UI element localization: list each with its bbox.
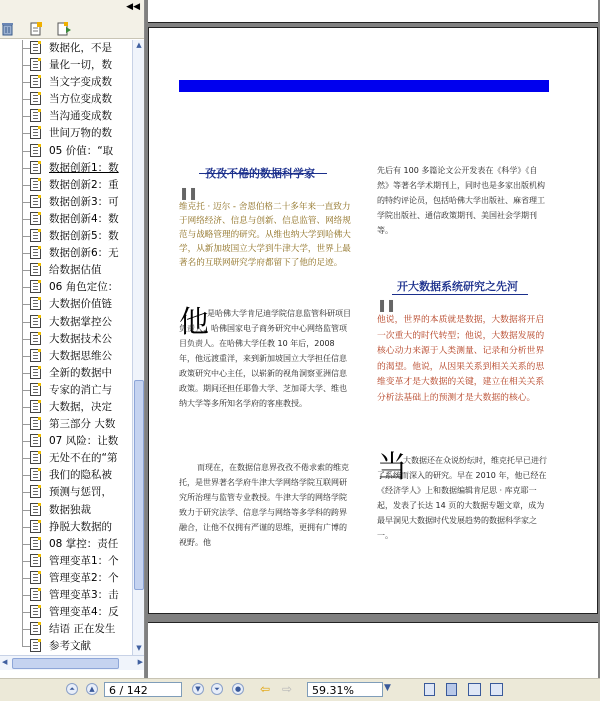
page-icon [30, 144, 41, 157]
scroll-down-icon[interactable]: ▼ [136, 644, 142, 652]
body-paragraph-right-2: 大数据还在众说纷纭时，维克托早已进行了系统而深入的研究。早在 2010 年，他已经在《经济学人》上和数据编辑肯尼思 · 库克耶一起，发表了长达 14 页的大数据专题文章，成为最早洞见大数据时代发展趋势的数据科学家之一。 [377, 456, 547, 540]
bookmark-label: 挣脱大数据的 [49, 520, 112, 533]
bookmark-item[interactable] [0, 296, 132, 313]
bookmark-horizontal-scrollbar[interactable] [0, 655, 145, 670]
bookmark-item[interactable] [0, 177, 132, 194]
bookmark-item[interactable] [0, 245, 132, 262]
bookmark-item[interactable] [0, 211, 132, 228]
bookmark-item[interactable] [0, 108, 132, 125]
page-icon [30, 58, 41, 71]
section-heading-left: 孜孜不倦的数据科学家 [205, 167, 315, 180]
forward-arrow-icon[interactable]: ⇨ [282, 682, 293, 696]
bookmark-item[interactable] [0, 553, 132, 570]
bookmark-vertical-scrollbar[interactable] [132, 40, 145, 655]
bookmark-label: 结语 正在发生 [49, 623, 116, 636]
page-icon [30, 212, 41, 225]
page-icon [30, 349, 41, 362]
bookmark-item[interactable] [0, 621, 132, 638]
scroll-right-icon[interactable]: ▶ [137, 658, 143, 666]
bookmark-label: 数据创新2：重 [49, 178, 119, 191]
bookmark-item[interactable] [0, 91, 132, 108]
page-icon [30, 246, 41, 259]
bookmark-item-selected[interactable] [0, 160, 132, 177]
bookmark-label: 当方位变成数 [49, 93, 112, 106]
header-bar [179, 80, 549, 92]
bookmark-item[interactable] [0, 536, 132, 553]
section-heading-right: 开大数据系统研究之先河 [397, 280, 518, 293]
navigation-bar [0, 678, 600, 701]
page-icon [30, 451, 41, 464]
bookmark-label: 管理变革3：击 [49, 589, 119, 601]
bookmark-label: 大数据掌控公 [49, 315, 112, 328]
previous-page [148, 0, 598, 23]
bookmark-item[interactable] [0, 484, 132, 501]
page-icon [30, 297, 41, 310]
zoom-input[interactable]: 59.31% [307, 682, 383, 697]
continuous-view-icon[interactable] [446, 683, 457, 696]
bookmark-label: 大数据思维公 [49, 349, 112, 362]
document-view[interactable] [145, 0, 600, 678]
page-icon [30, 366, 41, 379]
page-icon [30, 639, 41, 652]
bookmark-label: 管理变革2：个 [49, 571, 119, 584]
page-icon [30, 161, 41, 174]
first-page-icon[interactable]: ⏶ [66, 683, 78, 695]
last-page-icon[interactable]: ⏷ [211, 683, 223, 695]
bookmark-item[interactable] [0, 519, 132, 536]
bookmark-item[interactable] [0, 279, 132, 296]
page-icon [30, 537, 41, 550]
bookmark-label: 管理变革4：反 [49, 606, 119, 619]
body-paragraph-left-2: 而现在，在数据信息界孜孜不倦求索的维克托，是世界著名学府牛津大学网络学院互联网研究所治理与监管专业教授。牛津大学的网络学院致力于研究法学、信息学与网络等多学科的跨界融合，让他不仅拥有严谨的思维，更拥有广博的视野。他 [179, 463, 349, 547]
bookmark-label: 数据创新3：可 [49, 195, 119, 208]
new-bookmark-icon[interactable] [28, 22, 44, 36]
bookmark-label: 量化一切，数 [49, 59, 112, 72]
dropcap-left: 他 [179, 305, 209, 340]
bookmark-label: 08 掌控：责任 [49, 537, 119, 550]
facing-view-icon[interactable] [468, 683, 481, 696]
bookmark-label: 07 风险：让数 [49, 435, 119, 448]
scroll-left-icon[interactable]: ◀ [2, 658, 8, 666]
bookmark-item[interactable] [0, 604, 132, 621]
bookmark-item[interactable] [0, 331, 132, 348]
page-icon [30, 92, 41, 105]
bookmark-item[interactable] [0, 40, 132, 57]
bookmark-item[interactable] [0, 57, 132, 74]
page-icon [30, 622, 41, 635]
page-icon [30, 554, 41, 567]
body-paragraph-left-1: 是哈佛大学肯尼迪学院信息监管科研项目负责人，哈佛国家电子商务研究中心网络监管项目负责人。在哈佛大学任教 10 年后，2008 年，他远渡重洋，来到新加坡国立大学担任信息政策研究中心主任，以崭新的视角洞察亚洲信息政策。期间还担任耶鲁大学、芝加哥大学、维也纳大学等多所知名学府的客座教授。 [179, 309, 351, 408]
bookmark-label: 预测与惩罚， [49, 486, 112, 499]
next-page-icon[interactable]: ▼ [192, 683, 204, 695]
page-icon [30, 195, 41, 208]
bookmark-label: 数据创新5：数 [49, 230, 119, 243]
page-icon [30, 434, 41, 447]
bookmark-item[interactable] [0, 416, 132, 433]
page-icon [30, 485, 41, 498]
bookmark-item[interactable] [0, 382, 132, 399]
quote-mark-icon: ❚❚ [377, 298, 396, 312]
bookmark-label: 全新的数据中 [49, 366, 112, 379]
bookmark-label: 数据创新1：数 [49, 161, 119, 174]
bookmark-label: 参考文献 [49, 640, 91, 653]
bookmark-label: 当文字变成数 [49, 76, 112, 89]
scroll-thumb[interactable] [134, 380, 144, 590]
bookmark-item[interactable] [0, 587, 132, 604]
back-arrow-icon[interactable]: ⇦ [260, 682, 271, 696]
bookmark-item[interactable] [0, 74, 132, 91]
bookmark-label: 数据创新6：无 [49, 247, 119, 260]
page-icon [30, 468, 41, 481]
page-icon [30, 41, 41, 54]
page-icon [30, 126, 41, 139]
bookmark-item[interactable] [0, 638, 132, 655]
page-number-input[interactable]: 6 / 142 [104, 682, 182, 697]
bookmark-label: 给数据估值 [49, 264, 102, 277]
double-left-arrow-icon[interactable]: ◀◀ [126, 2, 140, 12]
bookmark-item[interactable] [0, 228, 132, 245]
page-icon [30, 588, 41, 601]
bookmark-item[interactable] [0, 194, 132, 211]
page-icon [30, 109, 41, 122]
current-page [148, 27, 598, 614]
page-icon [30, 229, 41, 242]
bookmark-item[interactable] [0, 570, 132, 587]
bookmark-item[interactable] [0, 467, 132, 484]
bookmark-label: 大数据技术公 [49, 332, 112, 345]
chevron-down-icon[interactable]: ▼ [384, 683, 391, 693]
page-icon [30, 383, 41, 396]
bookmark-item[interactable] [0, 399, 132, 416]
bookmark-label: 管理变革1：个 [49, 554, 119, 567]
bookmark-label: 无处不在的“第 [49, 452, 118, 465]
page-icon [30, 178, 41, 191]
bookmark-label: 专家的消亡与 [49, 383, 112, 396]
bookmark-item[interactable] [0, 348, 132, 365]
page-icon [30, 417, 41, 430]
page-icon [30, 605, 41, 618]
bookmark-label: 数据独裁 [49, 503, 91, 516]
go-icon[interactable]: ● [232, 683, 244, 695]
expand-bookmark-icon[interactable] [56, 22, 72, 36]
page-icon [30, 571, 41, 584]
bookmark-label: 世间万物的数 [49, 127, 112, 140]
bookmark-item[interactable] [0, 314, 132, 331]
quote-mark-icon: ❚❚ [179, 186, 198, 200]
delete-bookmark-icon[interactable] [0, 22, 16, 36]
next-page [148, 622, 598, 678]
bookmark-item[interactable] [0, 125, 132, 142]
bookmark-label: 05 价值：“取 [49, 144, 114, 157]
bookmark-label: 数据化，不是 [49, 42, 112, 54]
bookmark-label: 第三部分 大数 [49, 418, 116, 431]
page-icon [30, 315, 41, 328]
bookmark-item[interactable] [0, 450, 132, 467]
dropcap-right: 当 [377, 450, 407, 485]
bookmark-label: 大数据，决定 [49, 400, 112, 413]
page-icon [30, 263, 41, 276]
quote-paragraph-right: 他说，世界的本质就是数据，大数据将开启一次重大的时代转型；他说，大数据发展的核心动力来源于人类测量、记录和分析世界的渴望。他说，从因果关系到相关关系的思维变革才是大数据的关键，建立在相关关系分析法基础上的预测才是大数据的核心。 [377, 315, 545, 403]
page-icon [30, 332, 41, 345]
bookmark-toolbar [0, 0, 144, 39]
page-icon [30, 280, 41, 293]
heading-rule [392, 294, 528, 295]
bookmark-item[interactable] [0, 262, 132, 279]
bookmark-label: 数据创新4：数 [49, 212, 119, 225]
scroll-up-icon[interactable]: ▲ [136, 41, 142, 49]
bookmark-item[interactable] [0, 365, 132, 382]
single-page-view-icon[interactable] [424, 683, 435, 696]
bookmark-label: 当沟通变成数 [49, 110, 112, 123]
page-icon [30, 400, 41, 413]
bookmark-label: 我们的隐私被 [49, 469, 112, 482]
bookmark-label: 大数据价值链 [49, 298, 112, 311]
bookmark-item[interactable] [0, 502, 132, 519]
bookmark-tree [0, 40, 132, 655]
bookmark-label: 06 角色定位： [49, 281, 119, 294]
page-icon [30, 75, 41, 88]
bookmark-panel [0, 0, 145, 678]
intro-paragraph-left: 维克托 · 迈尔 - 舍恩伯格二十多年来一直致力于网络经济、信息与创新、信息监管、网络规范与战略管理的研究。从维也纳大学到哈佛大学，从新加坡国立大学到牛津大学，世界上最著名的互联网研究学府都留下了他的足迹。 [179, 202, 351, 268]
previous-page-icon[interactable]: ▲ [86, 683, 98, 695]
bookmark-item[interactable] [0, 143, 132, 160]
scroll-thumb[interactable] [12, 658, 119, 669]
body-paragraph-right-1: 先后有 100 多篇论文公开发表在《科学》《自然》等著名学术期刊上，同时也是多家出版机构的特约评论员，包括哈佛大学出版社、麻省理工学院出版社、通信政策期刊、美国社会学期刊等。 [377, 166, 545, 235]
page-icon [30, 520, 41, 533]
page-icon [30, 503, 41, 516]
bookmark-item[interactable] [0, 433, 132, 450]
continuous-facing-view-icon[interactable] [490, 683, 503, 696]
